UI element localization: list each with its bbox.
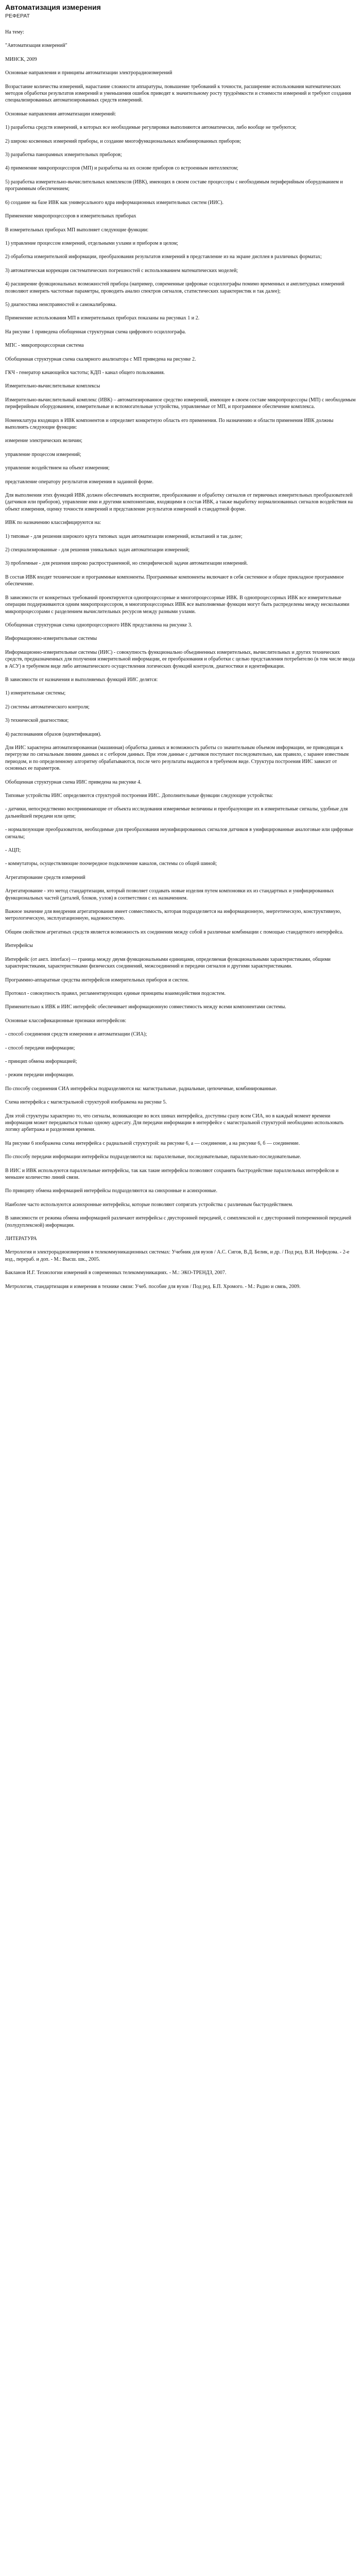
paragraph: Общим свойством агрегатных средств является возможность их соединения между собой в различные комбинации с помощью стандартного интерфейса. <box>5 929 343 935</box>
paragraph: Метрология, стандартизация и измерения в технике связи: Учеб. пособие для вузов / Под ред. Б.П. Хромого. - М.: Радио и связь, 2009. <box>5 1283 301 1290</box>
paragraph: - АЦП; <box>5 848 21 854</box>
paragraph: Применительно к ИВК и ИИС интерфейс обеспечивает информационную совместимость между всеми компонентами системы. <box>5 1004 286 1010</box>
paragraph: В измерительных приборах МП выполняет следующие функции: <box>5 227 149 233</box>
paragraph: Для этой структуры характерно то, что сигналы, возникающие во всех шинах интерфейса, доступны сразу всем СИА, но в каждый момент времени информация может передаваться только одному адресату. Для передачи информации в интерфейсе с магистральной структурой необходимо использовать логику арбитража и разделения времени. <box>5 1113 344 1133</box>
paragraph: В состав ИВК входят технические и программные компоненты. Программные компоненты включают в себя системное и общее прикладное программное обеспечение. <box>5 574 344 587</box>
paragraph: 3) разработка панорамных измерительных приборов; <box>5 152 122 158</box>
paragraph: 5) разработка измерительно-вычислительных комплексов (ИВК), имеющих в своем составе процессоры с необходимым периферийным оборудованием и программным обеспечением; <box>5 179 343 192</box>
paragraph: 3) технической диагностики; <box>5 718 69 724</box>
paragraph: В ИИС и ИВК используются параллельные интерфейсы, так как такие интерфейсы позволяют сохранять быстродействие параллельных интерфейсов и меньшее количество линий связи. <box>5 1167 339 1180</box>
paragraph: управление воздействием на объект измерения; <box>5 465 110 471</box>
paragraph: Основные направления и принципы автоматизации электрорадиоизмерений <box>5 70 173 76</box>
paragraph: МИНСК, 2009 <box>5 56 37 62</box>
paragraph: Применение использования МП в измерительных приборах показаны на рисунках 1 и 2. <box>5 315 200 321</box>
paragraph: 4) расширение функциональных возможностей прибора (например, современные цифровые осциллографы помимо временных и амплитудных измерений позволяют измерять частотные параметры, проводить анализ спектров сигналов, статистических характеристик и так далее); <box>5 281 345 294</box>
paragraph: 4) применение микропроцессоров (МП) и разработка на их основе приборов со встроенным интеллектом; <box>5 165 238 172</box>
paragraph: 2) широко косвенных измерений приборы, и создание многофункциональных комбинированных приборов; <box>5 138 241 144</box>
paragraph: ИВК по назначению классифицируются на: <box>5 520 101 526</box>
paragraph: Программно-аппаратные средства интерфейсов измерительных приборов и систем. <box>5 977 189 983</box>
paragraph: 2) системы автоматического контроля; <box>5 704 90 710</box>
paragraph: Агрегатирование средств измерений <box>5 874 85 880</box>
paragraph: Метрология и электрорадиоизмерения в телекоммуникационных системах: Учебник для вузов / А.С. Сигов, В.Д. Белик, и др. / Под ред. В.И. Нефедова. - 2-е изд., перераб. и доп. - М.: Высш. шк., 2005. <box>5 1249 350 1262</box>
paragraph: МПС - микропроцессорная система <box>5 343 84 349</box>
paragraph: 1) управление процессом измерений, отдельными узлами и прибором в целом; <box>5 240 178 246</box>
paragraph: Для ИИС характерна автоматизированная (машинная) обработка данных и возможность работы со значительным объемом информации, не приводящая к перегрузке по сигнальным линиям данных и с отбором данных. При этом данные с датчиков поступают последовательно, как правило, с заранее известным периодом, и по определенному алгоритму обрабатываются, после чего результаты выдаются в требуемом виде. Структура построения ИИС зависит от основных ее параметров. <box>5 744 349 772</box>
paragraph: - коммутаторы, осуществляющие поочередное подключение каналов, системы со общей шиной; <box>5 861 217 867</box>
paragraph: Основные направления автоматизации измерений: <box>5 111 116 117</box>
paragraph: Наиболее часто используются асинхронные интерфейсы, которые позволяют сопрягать устройства с различным быстродействием. <box>5 1201 294 1208</box>
paragraph: ГКЧ - генератор качающейся частоты; КДП - канал общего пользования. <box>5 369 165 376</box>
paragraph: 1) типовые - для решения широкого круга типовых задач автоматизации измерений, испытаний и так далее; <box>5 533 243 539</box>
paragraph: Информационно-измерительные системы (ИИС) - совокупность функционально объединенных измерительных, вычислительных и других технических средств, предназначенных для получения измерительной информации, ее преобразования и обработки с целью представления потребителю (в том числе ввода в АСУ) в требуемом виде либо автоматического осуществления логических функций контроля, диагностики и идентификации. <box>5 649 355 669</box>
paragraph: Измерительно-вычислительные комплексы <box>5 383 100 389</box>
paragraph: Информационно-измерительные системы <box>5 636 97 642</box>
paragraph: Агрегатирование - это метод стандартизации, который позволяет создавать новые изделия путем компоновки их из стандартных и унифицированных функциональных частей (деталей, блоков, узлов) в соответствии с их назначением. <box>5 888 334 901</box>
paragraph: 2) обработка измерительной информации, преобразования результатов измерений в представление из на экране дисплея в различных форматах; <box>5 254 322 260</box>
paragraph: В зависимости от конкретных требований проектируются однопроцессорные и многопроцессорные ИВК. В однопроцессорных ИВК все измерительные операции поддерживаются одним микропроцессором, в многопроцессорных ИВК все выполняемые функции могут быть распределены между несколькими микропроцессорами с разделением вычислительных ресурсов между разными узлами. <box>5 595 350 615</box>
paragraph: 1) измерительные системы; <box>5 690 66 697</box>
paragraph: 4) распознавания образов (идентификация). <box>5 731 101 737</box>
paragraph: - нормализующие преобразователи, необходимые для преобразования неунифицированных сигналов датчиков в унифицированные аналоговые или цифровые сигналы; <box>5 827 353 840</box>
paragraph: На рисунке 6 изображена схема интерфейса с радиальной структурой: на рисунке 6, а — соединение, а на рисунке 6, б — соединение. <box>5 1140 300 1146</box>
paragraph: Важное значение для внедрения агрегатирования имеет совместимость, которая подразделяется на информационную, энергетическую, конструктивную, метрологическую, эксплуатационную, надежностную. <box>5 909 341 922</box>
document-title: Автоматизация измерения <box>5 3 101 11</box>
paragraph: По принципу обмена информацией интерфейсы подразделяются на синхронные и асинхронные. <box>5 1188 217 1194</box>
paragraph: 1) разработка средств измерений, в которых все необходимые регулировки выполняются автоматически, либо вообще не требуются; <box>5 125 297 131</box>
paragraph: 5) диагностика неисправностей и самокалибровка. <box>5 301 117 308</box>
paragraph: Применение микропроцессоров в измерительных приборах <box>5 213 136 219</box>
paragraph: Типовые устройства ИИС определяются структурой построения ИИС. Дополнительные функции следующие устройства: <box>5 793 273 799</box>
paragraph: Измерительно-вычислительный комплекс (ИВК) – автоматизированное средство измерений, имеющее в своем составе микропроцессоры (МП) с необходимым периферийным оборудованием, измерительные и вспомогательные устройства, управляемые от МП, и программное обеспечение комплекса. <box>5 397 356 410</box>
paragraph: 3) проблемные - для решения широко распространенной, но специфической задачи автоматизации измерений. <box>5 561 248 567</box>
paragraph: Бакланов И.Г. Технологии измерений в современных телекоммуникациях. - М.: ЭКО-ТРЕНДЗ, 2007. <box>5 1270 227 1276</box>
paragraph: представление оператору результатов измерения в заданной форме. <box>5 479 153 485</box>
paragraph: "Автоматизация измерений" <box>5 43 67 49</box>
paragraph: Обобщенная структурная схема скалярного анализатора с МП приведена на рисунке 2. <box>5 356 196 362</box>
paragraph: В зависимости от назначения и выполняемых функций ИИС делятся: <box>5 676 158 683</box>
paragraph: ЛИТЕРАТУРА <box>5 1236 37 1242</box>
paragraph: Возрастание количества измерений, нарастание сложности аппаратуры, повышение требований к точности, расширение использования математических методов обработки результатов измерений и уменьшения ошибок приводят к значительному росту трудоёмкости и стоимости измерений и требуют создания специализированных автоматизированных средств измерений. <box>5 83 351 104</box>
paragraph: Номенклатура входящих в ИВК компонентов и определяет конкретную область его применения. По назначению и области применения ИВК должны выполнять следующие функции: <box>5 417 334 430</box>
paragraph: - способ передачи информации; <box>5 1045 75 1051</box>
paragraph: 6) создание на базе ИВК как универсального ядра информационных измерительных систем (ИИС). <box>5 199 224 206</box>
paragraph: Обобщенная структурная схема ИИС приведена на рисунке 4. <box>5 779 142 785</box>
paragraph: измерение электрических величин; <box>5 438 82 444</box>
paragraph: Для выполнения этих функций ИВК должен обеспечивать восприятие, преобразование и обработку сигналов от первичных измерительных преобразователей (датчиков или приборов), управление ими и другими компонентами, входящими в состав ИВК, а также выработку нормализованных сигналов воздействия на объект измерения, оценку точности измерений и представление результатов измерений в стандартной форме. <box>5 493 353 512</box>
document-body <box>5 29 357 1290</box>
paragraph: По способу передачи информации интерфейсы подразделяются на: параллельные, последовательные, параллельно-последовательные. <box>5 1154 301 1160</box>
paragraph: 2) специализированные - для решения уникальных задач автоматизации измерений; <box>5 547 190 553</box>
paragraph: - режим передачи информации. <box>5 1072 74 1078</box>
paragraph: Схема интерфейса с магистральной структурой изображена на рисунке 5. <box>5 1099 167 1106</box>
paragraph: На рисунке 1 приведена обобщенная структурная схема цифрового осциллографа. <box>5 329 186 335</box>
paragraph: - датчики, непосредственно воспринимающие от объекта исследования измеряемые величины и преобразующие их в измерительные сигналы, удобные для дальнейшей передачи или цепи; <box>5 806 348 819</box>
paragraph: управление процессом измерений; <box>5 451 81 457</box>
paragraph: Основные классификационные признаки интерфейсов: <box>5 1018 127 1024</box>
paragraph: Протокол - совокупность правил, регламентирующих единые принципы взаимодействия подсистем. <box>5 990 226 996</box>
paragraph: Интерфейс (от англ. interface) — граница между двумя функциональными единицами, определяемая функциональными характеристиками, общими характеристиками, характеристиками физических соединений, межсоединений и передачи сигналов и другими характеристиками. <box>5 956 331 970</box>
document-subtitle: РЕФЕРАТ <box>5 13 30 19</box>
paragraph: По способу соединения СИА интерфейсы подразделяются на: магистральные, радиальные, цепочечные, комбинированные. <box>5 1086 278 1092</box>
paragraph: В зависимости от режима обмена информацией различают интерфейсы с двусторонней передачей, с симплексной и с двусторонней попеременной передачей (полудуплексной) информации. <box>5 1215 351 1228</box>
paragraph: Интерфейсы <box>5 943 33 949</box>
paragraph: Обобщенная структурная схема однопроцессорного ИВК представлена на рисунке 3. <box>5 622 193 628</box>
paragraph: - принцип обмена информацией; <box>5 1058 77 1064</box>
paragraph: 3) автоматическая коррекция систематических погрешностей с использованием математических моделей; <box>5 267 238 274</box>
paragraph: - способ соединения средств измерения и автоматизации (СИА); <box>5 1031 147 1038</box>
paragraph: На тему: <box>5 29 24 35</box>
